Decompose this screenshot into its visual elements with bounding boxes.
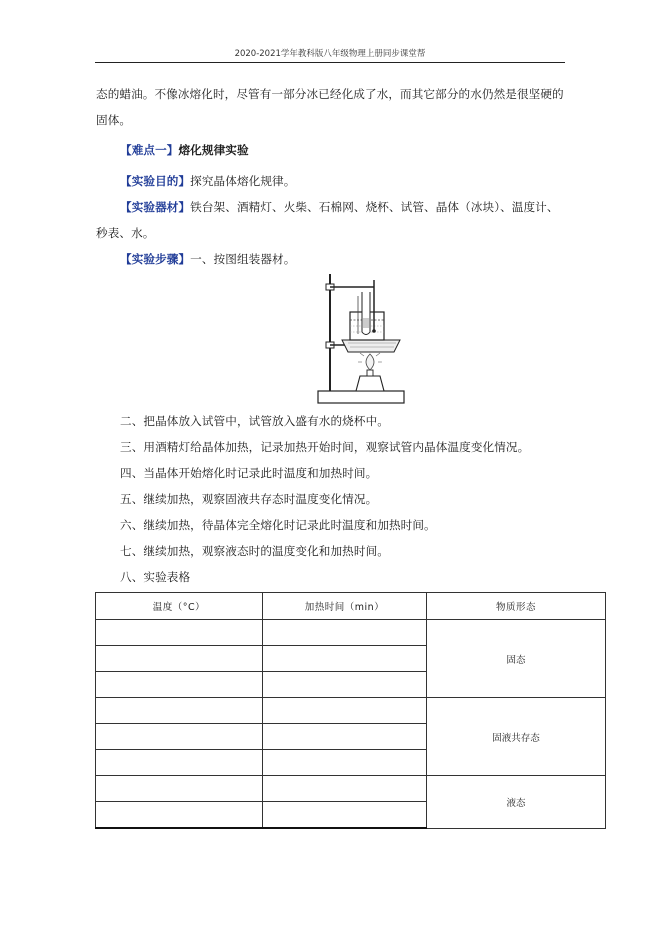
steps-tag: 【实验步骤】 xyxy=(120,252,191,266)
header-state: 物质形态 xyxy=(427,593,606,620)
difficulty-tag: 【难点一】 xyxy=(120,143,179,157)
step-7: 七、继续加热，观察液态时的温度变化和加热时间。 xyxy=(120,544,389,558)
step-3: 三、用酒精灯给晶体加热，记录加热开始时间，观察试管内晶体温度变化情况。 xyxy=(120,440,530,454)
steps-heading xyxy=(120,251,295,267)
state-liquid: 液态 xyxy=(427,776,606,829)
header-heating-time: 加热时间（min） xyxy=(263,593,427,620)
temperature-cell xyxy=(96,672,263,698)
header-temperature: 温度（°C） xyxy=(96,593,263,620)
step-4: 四、当晶体开始熔化时记录此时温度和加热时间。 xyxy=(120,466,378,480)
table-header-row xyxy=(96,593,606,620)
purpose-tag: 【实验目的】 xyxy=(120,174,191,188)
equipment-line-2: 秒表、水。 xyxy=(96,226,155,240)
step-1: 一、按图组装器材。 xyxy=(190,252,296,266)
header-divider xyxy=(95,62,565,63)
paragraph-line-2: 固体。 xyxy=(96,113,132,127)
step-5: 五、继续加热，观察固液共存态时温度变化情况。 xyxy=(120,492,378,506)
purpose-line xyxy=(120,173,295,189)
temperature-cell xyxy=(96,750,263,776)
difficulty-title: 熔化规律实验 xyxy=(178,143,249,157)
equipment-line-1 xyxy=(120,199,559,215)
step-6: 六、继续加热，待晶体完全熔化时记录此时温度和加热时间。 xyxy=(120,518,436,532)
paragraph-line-1: 态的蜡油。不像冰熔化时，尽管有一部分冰已经化成了水，而其它部分的水仍然是很坚硬的 xyxy=(96,87,564,101)
experiment-table xyxy=(95,592,606,829)
temperature-cell xyxy=(96,802,263,829)
purpose-text: 探究晶体熔化规律。 xyxy=(190,174,296,188)
time-cell xyxy=(263,646,427,672)
temperature-cell xyxy=(96,776,263,802)
equipment-tag: 【实验器材】 xyxy=(120,200,191,214)
stand-base xyxy=(318,391,404,403)
step-2: 二、把晶体放入试管中，试管放入盛有水的烧杯中。 xyxy=(120,414,389,428)
asbestos-mesh xyxy=(342,340,400,352)
table-row xyxy=(96,776,606,802)
step-8: 八、实验表格 xyxy=(120,570,191,584)
apparatus-figure xyxy=(312,270,414,408)
state-solid-liquid: 固液共存态 xyxy=(427,698,606,776)
time-cell xyxy=(263,802,427,829)
state-solid: 固态 xyxy=(427,620,606,698)
time-cell xyxy=(263,698,427,724)
temperature-cell xyxy=(96,724,263,750)
time-cell xyxy=(263,776,427,802)
test-tube xyxy=(362,292,370,335)
time-cell xyxy=(263,620,427,646)
page-header: 2020-2021学年教科版八年级物理上册同步课堂帮 xyxy=(234,49,426,59)
time-cell xyxy=(263,724,427,750)
time-cell xyxy=(263,672,427,698)
table-row xyxy=(96,698,606,724)
table-row xyxy=(96,620,606,646)
temperature-cell xyxy=(96,698,263,724)
flame xyxy=(366,354,374,370)
time-cell xyxy=(263,750,427,776)
equipment-text-1: 铁台架、酒精灯、火柴、石棉网、烧杯、试管、晶体（冰块）、温度计、 xyxy=(190,200,559,214)
temperature-cell xyxy=(96,620,263,646)
alcohol-lamp xyxy=(356,376,384,391)
difficulty-heading xyxy=(120,142,249,158)
temperature-cell xyxy=(96,646,263,672)
